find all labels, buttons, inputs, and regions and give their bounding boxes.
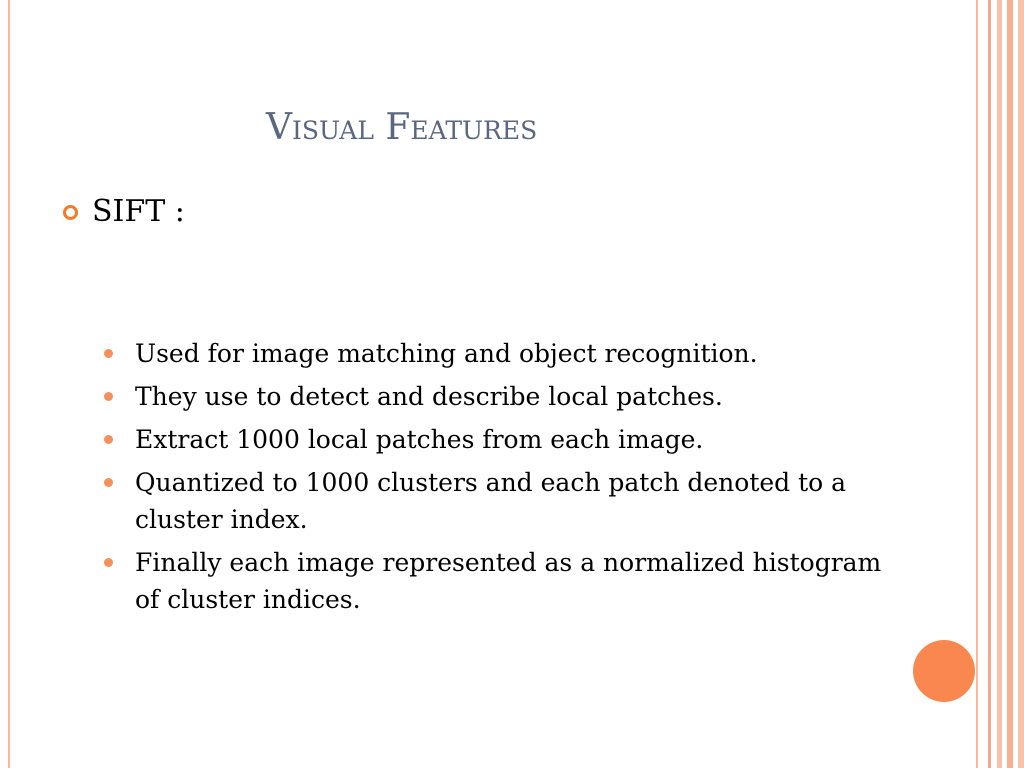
- dot-bullet-icon: [104, 558, 113, 567]
- dot-bullet-icon: [104, 349, 113, 358]
- top-bullet-text: SIFT :: [92, 193, 185, 229]
- sub-bullet-item: [104, 421, 894, 458]
- left-accent-line: [8, 0, 10, 768]
- ring-bullet-icon: [63, 205, 78, 220]
- sub-bullet-text: Used for image matching and object recognition.: [135, 339, 758, 368]
- stripe-2: [988, 0, 991, 768]
- decorative-circle-icon: [913, 640, 975, 702]
- dot-bullet-icon: [104, 435, 113, 444]
- sub-bullet-list: [104, 335, 894, 624]
- stripe-5: [1018, 0, 1024, 768]
- slide-title: Visual Features: [266, 107, 538, 148]
- dot-bullet-icon: [104, 392, 113, 401]
- sub-bullet-text: Finally each image represented as a normalized histogram of cluster indices.: [135, 548, 882, 614]
- sub-bullet-text: Extract 1000 local patches from each image.: [135, 425, 704, 454]
- stripe-1: [976, 0, 978, 768]
- stripe-3: [997, 0, 1002, 768]
- sub-bullet-text: Quantized to 1000 clusters and each patch denoted to a cluster index.: [135, 468, 847, 534]
- sub-bullet-item: [104, 464, 894, 538]
- stripe-4: [1007, 0, 1013, 768]
- top-bullet-item: [63, 191, 185, 231]
- sub-bullet-text: They use to detect and describe local patches.: [135, 382, 723, 411]
- dot-bullet-icon: [104, 478, 113, 487]
- right-decorative-stripes: [976, 0, 1024, 768]
- sub-bullet-item: [104, 378, 894, 415]
- sub-bullet-item: [104, 544, 894, 618]
- sub-bullet-item: [104, 335, 894, 372]
